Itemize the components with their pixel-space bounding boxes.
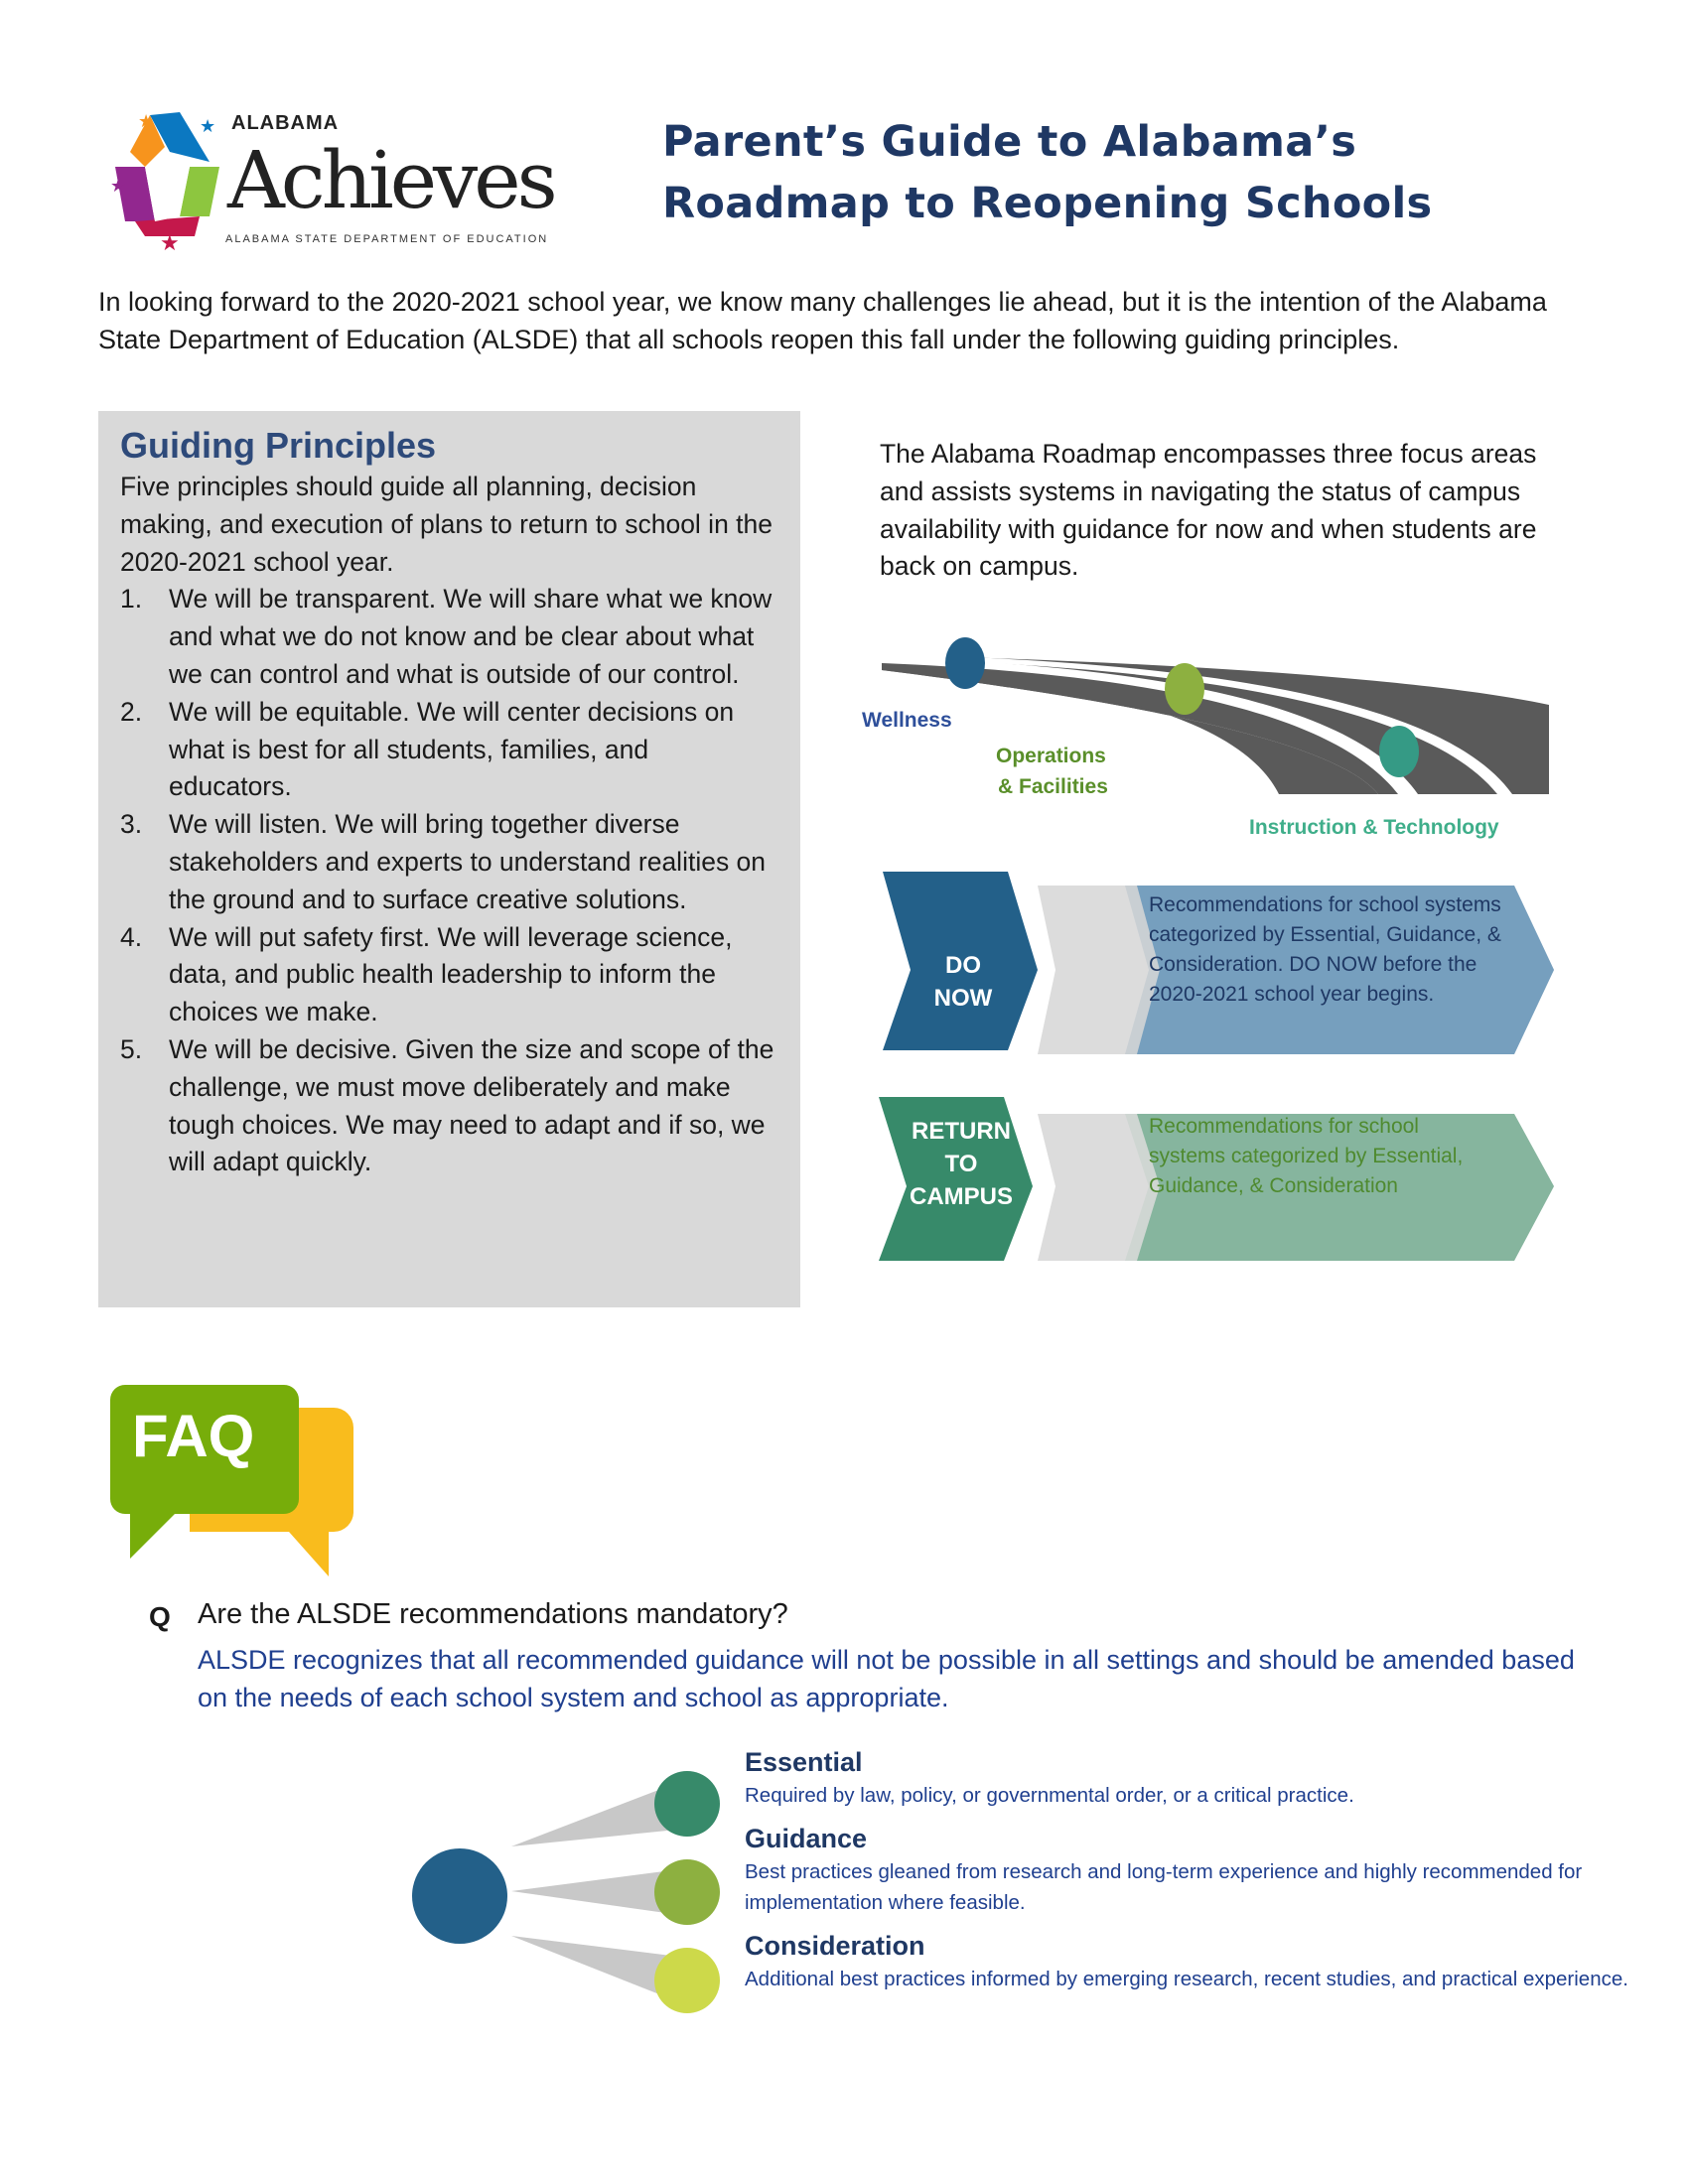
logo-state: ALABAMA (231, 112, 340, 134)
central-circle (412, 1848, 507, 1944)
svg-text:★: ★ (110, 176, 127, 196)
item-number: 5. (120, 1033, 143, 1064)
logo-subtitle: ALABAMA STATE DEPARTMENT OF EDUCATION (225, 233, 549, 245)
operations-label (996, 741, 1108, 802)
return-line-1: RETURN (912, 1118, 1011, 1145)
levels-legend (745, 1744, 1658, 2004)
item-text: We will be equitable. We will center decisions on what is best for all students, families, and educators. (169, 696, 735, 802)
essential-heading: Essential (745, 1747, 863, 1777)
guidance-circle (654, 1859, 720, 1925)
instruction-label: Instruction & Technology (1249, 816, 1499, 839)
list-item (120, 1031, 778, 1181)
operations-marker (1165, 663, 1204, 715)
operations-line-1: Operations (996, 745, 1106, 767)
essential-circle (654, 1771, 720, 1837)
return-line-3: CAMPUS (909, 1183, 1013, 1210)
do-now-description: Recommendations for school systems categorized by Essential, Guidance, & Consideration. DO NOW before the 2020-2021 school year begins. (1149, 893, 1501, 1006)
return-line-2: TO (944, 1151, 978, 1177)
page-title (662, 111, 1432, 234)
item-text: We will listen. We will bring together diverse stakeholders and experts to understand realities on the ground and to surface creative solutions. (169, 809, 767, 914)
faq-question: Are the ALSDE recommendations mandatory? (198, 1598, 788, 1630)
guiding-principles-intro: Five principles should guide all planning, decision making, and execution of plans to return to school in the 2020-2021 school year. (120, 472, 774, 577)
question-marker: Q (149, 1601, 171, 1632)
consideration-description: Additional best practices informed by emerging research, recent studies, and practical experience. (745, 1968, 1628, 1990)
principles-list (120, 581, 778, 1181)
roadmap-description: The Alabama Roadmap encompasses three focus areas and assists systems in navigating the status of campus availability with guidance for now and when students are back on campus. (880, 439, 1537, 582)
guiding-principles-panel (98, 411, 800, 1307)
consideration-circle (654, 1948, 720, 2013)
item-number: 1. (120, 584, 143, 614)
levels-diagram (397, 1767, 735, 2025)
list-item (120, 919, 778, 1031)
do-now-line-1: DO (945, 952, 981, 979)
item-number: 4. (120, 921, 143, 952)
item-number: 3. (120, 809, 143, 840)
roadmap-road-graphic (862, 635, 1557, 804)
list-item (120, 694, 778, 806)
consideration-heading: Consideration (745, 1931, 925, 1961)
title-line-1: Parent’s Guide to Alabama’s (662, 117, 1357, 167)
svg-text:★: ★ (200, 116, 216, 136)
guidance-heading: Guidance (745, 1824, 868, 1853)
item-text: We will put safety first. We will leverage science, data, and public health leadership to inform the choices we make. (169, 921, 733, 1027)
return-to-campus-label (892, 1115, 1031, 1213)
wellness-marker (945, 637, 985, 689)
instruction-marker (1379, 726, 1419, 777)
item-number: 2. (120, 696, 143, 727)
svg-text:★: ★ (160, 230, 180, 254)
return-to-campus-description: Recommendations for school systems categorized by Essential, Guidance, & Consideration (1149, 1115, 1464, 1197)
svg-text:★: ★ (138, 111, 155, 131)
list-item (120, 581, 778, 693)
item-text: We will be decisive. Given the size and scope of the challenge, we must move deliberately and make tough choices. We may need to adapt and if so, we will adapt quickly. (169, 1033, 774, 1177)
title-line-2: Roadmap to Reopening Schools (662, 179, 1433, 228)
list-item (120, 806, 778, 918)
do-now-line-2: NOW (933, 985, 993, 1012)
do-now-label (899, 949, 1028, 1015)
faq-label: FAQ (132, 1403, 255, 1469)
logo-name: Achieves (227, 134, 554, 226)
essential-description: Required by law, policy, or governmental order, or a critical practice. (745, 1784, 1354, 1807)
guiding-principles-heading: Guiding Principles (120, 425, 437, 466)
guidance-description: Best practices gleaned from research and long-term experience and highly recommended for implementation where feasible. (745, 1860, 1583, 1914)
wellness-label: Wellness (862, 709, 952, 732)
alabama-achieves-logo (110, 107, 567, 254)
operations-line-2: & Facilities (998, 775, 1108, 798)
faq-answer: ALSDE recognizes that all recommended guidance will not be possible in all settings and should be amended based on the needs of each school system and school as appropriate. (198, 1645, 1575, 1712)
item-text: We will be transparent. We will share what we know and what we do not know and be clear about what we can control and what is outside of our control. (169, 584, 773, 689)
intro-paragraph: In looking forward to the 2020-2021 school year, we know many challenges lie ahead, but it is the intention of the Alabama State Department of Education (ALSDE) that all schools reopen this fall under the following guiding principles. (98, 287, 1547, 354)
